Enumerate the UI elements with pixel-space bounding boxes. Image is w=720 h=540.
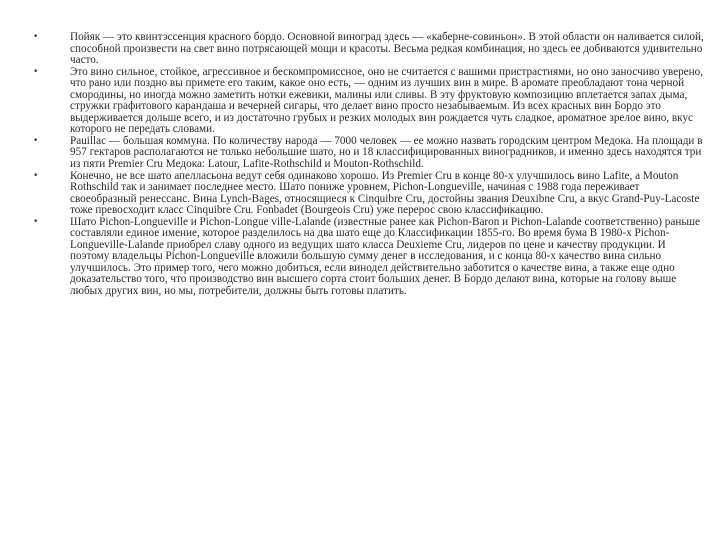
bullet-paragraph-commune <box>33 136 705 171</box>
paragraph-text: Шато Pichon-Longueville и Pichon-Longue ville-Lalande (известные ранее как Pichon-Baron и Pichon-Lalande соответственно) раньше составляли единое имение, которое разделилось на два шато еще до Классификации 1855-го. Во время бума В 1980-х Pichon-Longueville-Lalande приобрел славу одного из ведущих шато класса Deuxieme Cru, лидеров по цене и качеству продукции. И поэтому владельцы Pichon-Longueville вложили большую сумму денег в исследования, и с конца 80-х качество вина сильно улучшилось. Это пример того, чего можно добиться, если винодел действительно заботится о качестве вина, а также еще одно доказательство того, что производство вин высшего сорта стоит больших денег. В Бордо делают вина, которые на голову выше любых других вин, но мы, потребители, должны быть готовы платить. <box>70 215 701 298</box>
bullet-paragraph-pauillac-intro <box>33 32 705 67</box>
paragraph-text: Пойяк — это квинтэссенция красного бордо. Основной виноград здесь — «каберне-совиньон». В этой области он наливается силой, способной произвести на свет вино потрясающей мощи и красоты. Весьма редкая комбинация, но здесь ее добиваются удивительно часто. <box>70 31 704 67</box>
bullet-point-icon: • <box>33 32 39 42</box>
bullet-paragraph-pichon-longueville <box>33 217 705 298</box>
bullet-list <box>33 32 705 298</box>
bullet-point-icon: • <box>33 66 39 77</box>
paragraph-text: Это вино сильное, стойкое, агрессивное и бескомпромиссное, оно не считается с вашими пристрастиями, но оно заносчиво уверено, что рано или поздно вы примете его таким, какое оно есть, — одним из лучших вин в мире. В аромате преобладают тона черной смородины, но иногда можно заметить нотки ежевики, малины или сливы. В эту фруктовую композицию вплетается запах дыма, стружки графитового карандаша и вечерней сигары, что делает вино просто незабываемым. Из всех красных вин Бордо это выдерживается дольше всего, и из достаточно грубых и резких молодых вин рождается чуть сладкое, ароматное зрелое вино, вкус которого не передать словами. <box>70 65 704 136</box>
bullet-point-icon: • <box>33 135 39 146</box>
bullet-point-icon: • <box>33 216 39 227</box>
bullet-paragraph-wine-character <box>33 67 705 136</box>
bullet-paragraph-chateaux-quality <box>33 171 705 217</box>
bullet-point-icon: • <box>33 170 39 181</box>
paragraph-text: Pauillac — большая коммуна. По количеству народа — 7000 человек — ее можно назвать городским центром Медока. На площади в 957 гектаров располагаются не только небольшие шато, но и 18 классифицированных виноградников, и именно здесь находятся три из пяти Premier Cru Медока: Latour, Lafite-Rothschild и Mouton-Rothschild. <box>70 134 703 171</box>
paragraph-text: Конечно, не все шато апелласьона ведут себя одинаково хорошо. Из Premier Cru в конце 80-х улучшилось вино Lafite, а Mouton Rothschild так и занимает последнее место. Шато пониже уровнем, Pichon-Longueville, начиная с 1988 года переживает своеобразный ренессанс. Вина Lynch-Bages, относящиеся к Cinquibre Cru, достойны звания Deuxibne Cru, а вкус Grand-Puy-Lacoste тоже превосходит класс Cinquibre Cru. Fonbadet (Bourgeois Cru) уже перерос свою классификацию. <box>70 169 700 217</box>
